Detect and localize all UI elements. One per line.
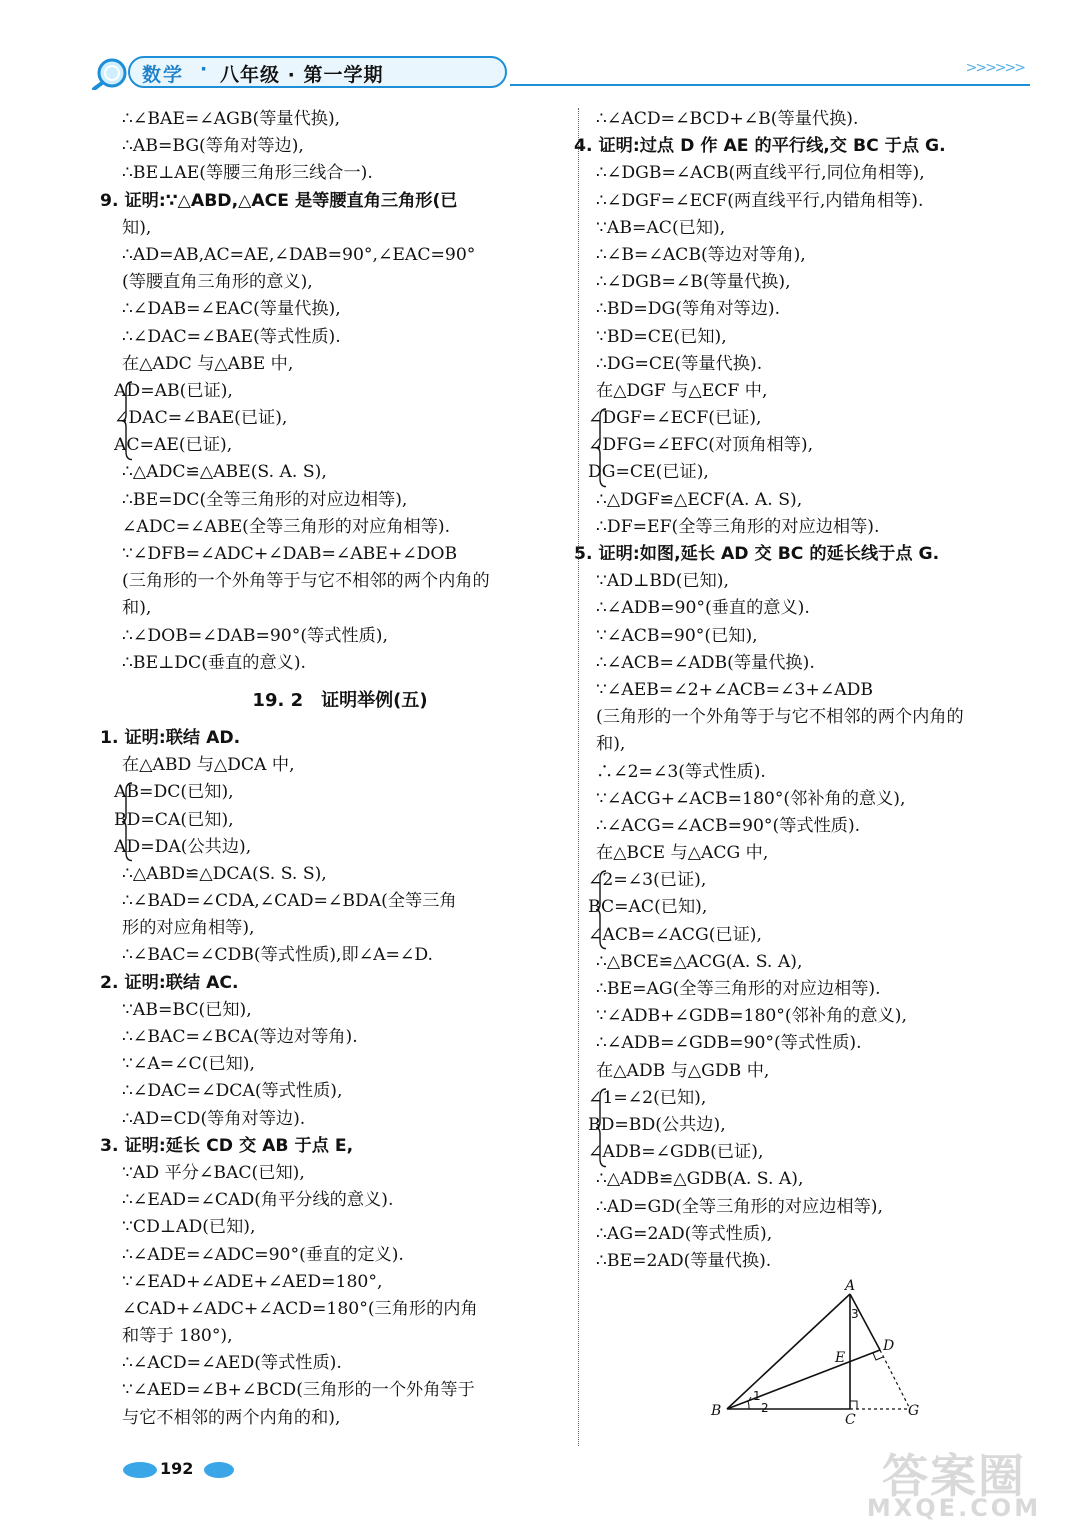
chevrons-icon: >>>>>> — [965, 60, 1024, 76]
proof-line: ∴AD=AB,AC=AE,∠DAB=90°,∠EAC=90° — [122, 244, 476, 265]
proof-line: ∴AG=2AD(等式性质), — [596, 1223, 773, 1244]
brace-icon — [122, 380, 134, 462]
proof-line: ∵BD=CE(已知), — [596, 326, 727, 347]
proof-line: ∴△ABD≌△DCA(S. S. S), — [122, 863, 327, 884]
header-rule — [510, 84, 1030, 86]
label-angle-1: 1 — [753, 1389, 761, 1403]
proof-line: 2. 证明:联结 AC. — [100, 972, 239, 993]
proof-line: ∠CAD+∠ADC+∠ACD=180°(三角形的内角 — [122, 1298, 478, 1319]
proof-line: BD=BD(公共边), — [588, 1114, 726, 1135]
left-column — [100, 106, 570, 1432]
proof-line: ∵∠AEB=∠2+∠ACB=∠3+∠ADB — [596, 679, 874, 700]
segment-DG — [880, 1350, 910, 1409]
proof-line: ∴∠DAC=∠BAE(等式性质). — [122, 326, 341, 347]
proof-line: ∴BE⊥AE(等腰三角形三线合一). — [122, 163, 373, 184]
proof-line: ∴AD=CD(等角对等边). — [122, 1108, 306, 1129]
subject-label: 数学 — [142, 64, 185, 86]
proof-line: ∠ADB=∠GDB(已证), — [588, 1142, 764, 1163]
proof-line: ∠DAC=∠BAE(已证), — [114, 408, 288, 429]
proof-line: AB=DC(已知), — [114, 782, 234, 803]
proof-line: ∴∠2=∠3(等式性质). — [596, 761, 766, 782]
proof-line: ∴DF=EF(全等三角形的对应边相等). — [596, 516, 880, 537]
proof-line: ∵∠AED=∠B+∠BCD(三角形的一个外角等于 — [122, 1380, 475, 1401]
proof-line: ∴∠DGB=∠B(等量代换), — [596, 272, 791, 293]
proof-line: ∴BE=DC(全等三角形的对应边相等), — [122, 489, 408, 510]
proof-line: ∵AD⊥BD(已知), — [596, 571, 729, 592]
proof-line: AD=DA(公共边), — [114, 836, 252, 857]
label-G: G — [908, 1403, 920, 1419]
proof-line: ∴BD=DG(等角对等边). — [596, 299, 781, 320]
proof-line: 在△ADB 与△GDB 中, — [596, 1060, 770, 1081]
proof-line: ∴∠ACD=∠BCD+∠B(等量代换). — [596, 109, 859, 129]
page-header — [90, 52, 1030, 92]
proof-line: ∴∠EAD=∠CAD(角平分线的意义). — [122, 1190, 394, 1211]
proof-line: ∵AB=BC(已知), — [122, 999, 252, 1020]
proof-line: ∵∠ACG+∠ACB=180°(邻补角的意义), — [596, 788, 906, 809]
proof-line: 在△ABD 与△DCA 中, — [122, 755, 295, 776]
proof-line: ∠DFG=∠EFC(对顶角相等), — [588, 435, 814, 456]
segment-BD — [727, 1350, 880, 1409]
proof-line: ∴∠DGF=∠ECF(两直线平行,内错角相等). — [596, 190, 924, 211]
angle-arc-2 — [748, 1401, 749, 1409]
right-angle-D — [873, 1353, 883, 1360]
brace-icon — [596, 869, 608, 951]
proof-line: 在△DGF 与△ECF 中, — [596, 380, 768, 401]
proof-line: 5. 证明:如图,延长 AD 交 BC 的延长线于点 G. — [574, 544, 940, 564]
proof-line: ∴BE=AG(全等三角形的对应边相等). — [596, 979, 881, 999]
proof-line: ∴∠BAC=∠BCA(等边对等角). — [122, 1027, 358, 1047]
proof-line: 4. 证明:过点 D 作 AE 的平行线,交 BC 于点 G. — [574, 136, 946, 157]
right-angle-C — [850, 1401, 857, 1409]
label-D: D — [883, 1338, 895, 1354]
proof-line: ∵∠A=∠C(已知), — [122, 1054, 255, 1075]
proof-line: ∴∠DGB=∠ACB(两直线平行,同位角相等), — [596, 163, 925, 184]
proof-line: ∠1=∠2(已知), — [588, 1087, 707, 1108]
proof-line: ∠DGF=∠ECF(已证), — [588, 408, 762, 429]
proof-line: ∵AB=AC(已知), — [596, 217, 726, 238]
proof-line: ∠ACB=∠ACG(已证), — [588, 924, 762, 945]
brace-icon — [596, 407, 608, 489]
proof-line: 3. 证明:延长 CD 交 AB 于点 E, — [100, 1135, 354, 1156]
proof-line: 和), — [122, 598, 152, 619]
segment-AD — [850, 1294, 880, 1350]
proof-line: ∵AD 平分∠BAC(已知), — [122, 1162, 305, 1183]
label-B: B — [711, 1403, 722, 1419]
proof-line: ∴BE=2AD(等量代换). — [596, 1250, 772, 1271]
proof-line: ∴∠DAB=∠EAC(等量代换), — [122, 299, 341, 320]
proof-line: ∴△ADC≌△ABE(S. A. S), — [122, 462, 327, 483]
proof-line: ∠ADC=∠ABE(全等三角形的对应角相等). — [122, 516, 451, 537]
proof-line: ∴BE⊥DC(垂直的意义). — [122, 652, 307, 673]
label-E: E — [835, 1350, 846, 1366]
proof-line: 形的对应角相等), — [122, 918, 255, 939]
proof-line: ∵∠DFB=∠ADC+∠DAB=∠ABE+∠DOB — [122, 544, 458, 564]
proof-line: ∵∠EAD+∠ADE+∠AED=180°, — [122, 1271, 383, 1292]
proof-line: (等腰直角三角形的意义), — [122, 272, 313, 293]
geometry-figure — [705, 1278, 935, 1428]
proof-line: BC=AC(已知), — [588, 897, 708, 918]
header-separator: · — [200, 58, 208, 80]
proof-line: 与它不相邻的两个内角的和), — [122, 1407, 341, 1428]
brace-icon — [122, 781, 134, 863]
proof-line: 和), — [596, 734, 626, 755]
section-title: 19. 2 证明举例(五) — [252, 689, 428, 711]
proof-line: ∵∠ACB=90°(已知), — [596, 625, 758, 646]
label-angle-3: 3 — [851, 1307, 859, 1321]
proof-line: ∴DG=CE(等量代换). — [596, 353, 763, 374]
right-column — [574, 106, 1044, 1275]
proof-line: ∵∠ADB+∠GDB=180°(邻补角的意义), — [596, 1006, 907, 1027]
proof-line: AD=AB(已证), — [114, 380, 233, 401]
proof-line: ∴△ADB≌△GDB(A. S. A), — [596, 1169, 804, 1190]
proof-line: ∴△BCE≌△ACG(A. S. A), — [596, 951, 803, 972]
label-angle-2: 2 — [761, 1401, 769, 1415]
proof-line: ∴AB=BG(等角对等边), — [122, 136, 304, 157]
proof-line: 和等于 180°), — [122, 1326, 233, 1347]
proof-line: ∴∠BAC=∠CDB(等式性质),即∠A=∠D. — [122, 945, 433, 966]
proof-line: 1. 证明:联结 AD. — [100, 727, 241, 748]
proof-line: ∴∠ACB=∠ADB(等量代换). — [596, 652, 815, 673]
proof-line: 9. 证明:∵△ABD,△ACE 是等腰直角三角形(已 — [100, 190, 458, 211]
label-C: C — [845, 1412, 856, 1428]
watermark-url: MXQE.COM — [866, 1494, 1042, 1522]
proof-line: 在△BCE 与△ACG 中, — [596, 843, 769, 864]
segment-AB — [727, 1294, 850, 1409]
proof-line: 在△ADC 与△ABE 中, — [122, 353, 294, 374]
proof-line: (三角形的一个外角等于与它不相邻的两个内角的 — [596, 707, 964, 728]
proof-line: ∴∠ACG=∠ACB=90°(等式性质). — [596, 815, 861, 836]
watermark — [854, 1440, 1054, 1530]
proof-line: ∴AD=GD(全等三角形的对应边相等), — [596, 1196, 883, 1217]
label-A: A — [845, 1278, 856, 1294]
proof-line: ∴∠BAE=∠AGB(等量代换), — [122, 109, 341, 129]
proof-line: ∴∠DOB=∠DAB=90°(等式性质), — [122, 625, 388, 646]
proof-line: ∴∠ADE=∠ADC=90°(垂直的定义). — [122, 1244, 404, 1265]
proof-line: ∴∠ADB=∠GDB=90°(等式性质). — [596, 1033, 862, 1054]
proof-line: (三角形的一个外角等于与它不相邻的两个内角的 — [122, 571, 490, 592]
proof-line: ∴∠ACD=∠AED(等式性质). — [122, 1353, 342, 1374]
proof-line: AC=AE(已证), — [114, 435, 233, 456]
proof-line: ∵CD⊥AD(已知), — [122, 1217, 256, 1238]
watermark-title: 答案圈 — [882, 1449, 1026, 1503]
proof-line: DG=CE(已证), — [588, 462, 709, 483]
header-title-pill — [128, 56, 507, 88]
proof-line: BD=CA(已知), — [114, 809, 234, 830]
proof-line: ∴∠ADB=90°(垂直的意义). — [596, 598, 810, 619]
brace-icon — [596, 1087, 608, 1169]
proof-line: ∴∠BAD=∠CDA,∠CAD=∠BDA(全等三角 — [122, 891, 457, 912]
grade-label: 八年级 · 第一学期 — [220, 64, 384, 86]
page-number: 192 — [160, 1459, 194, 1478]
proof-line: ∴∠B=∠ACB(等边对等角), — [596, 244, 806, 265]
proof-line: 知), — [122, 217, 152, 238]
proof-line: ∠2=∠3(已证), — [588, 870, 707, 891]
proof-line: ∴△DGF≌△ECF(A. A. S), — [596, 489, 803, 510]
proof-line: ∴∠DAC=∠DCA(等式性质), — [122, 1081, 343, 1102]
page-footer — [122, 1457, 237, 1483]
